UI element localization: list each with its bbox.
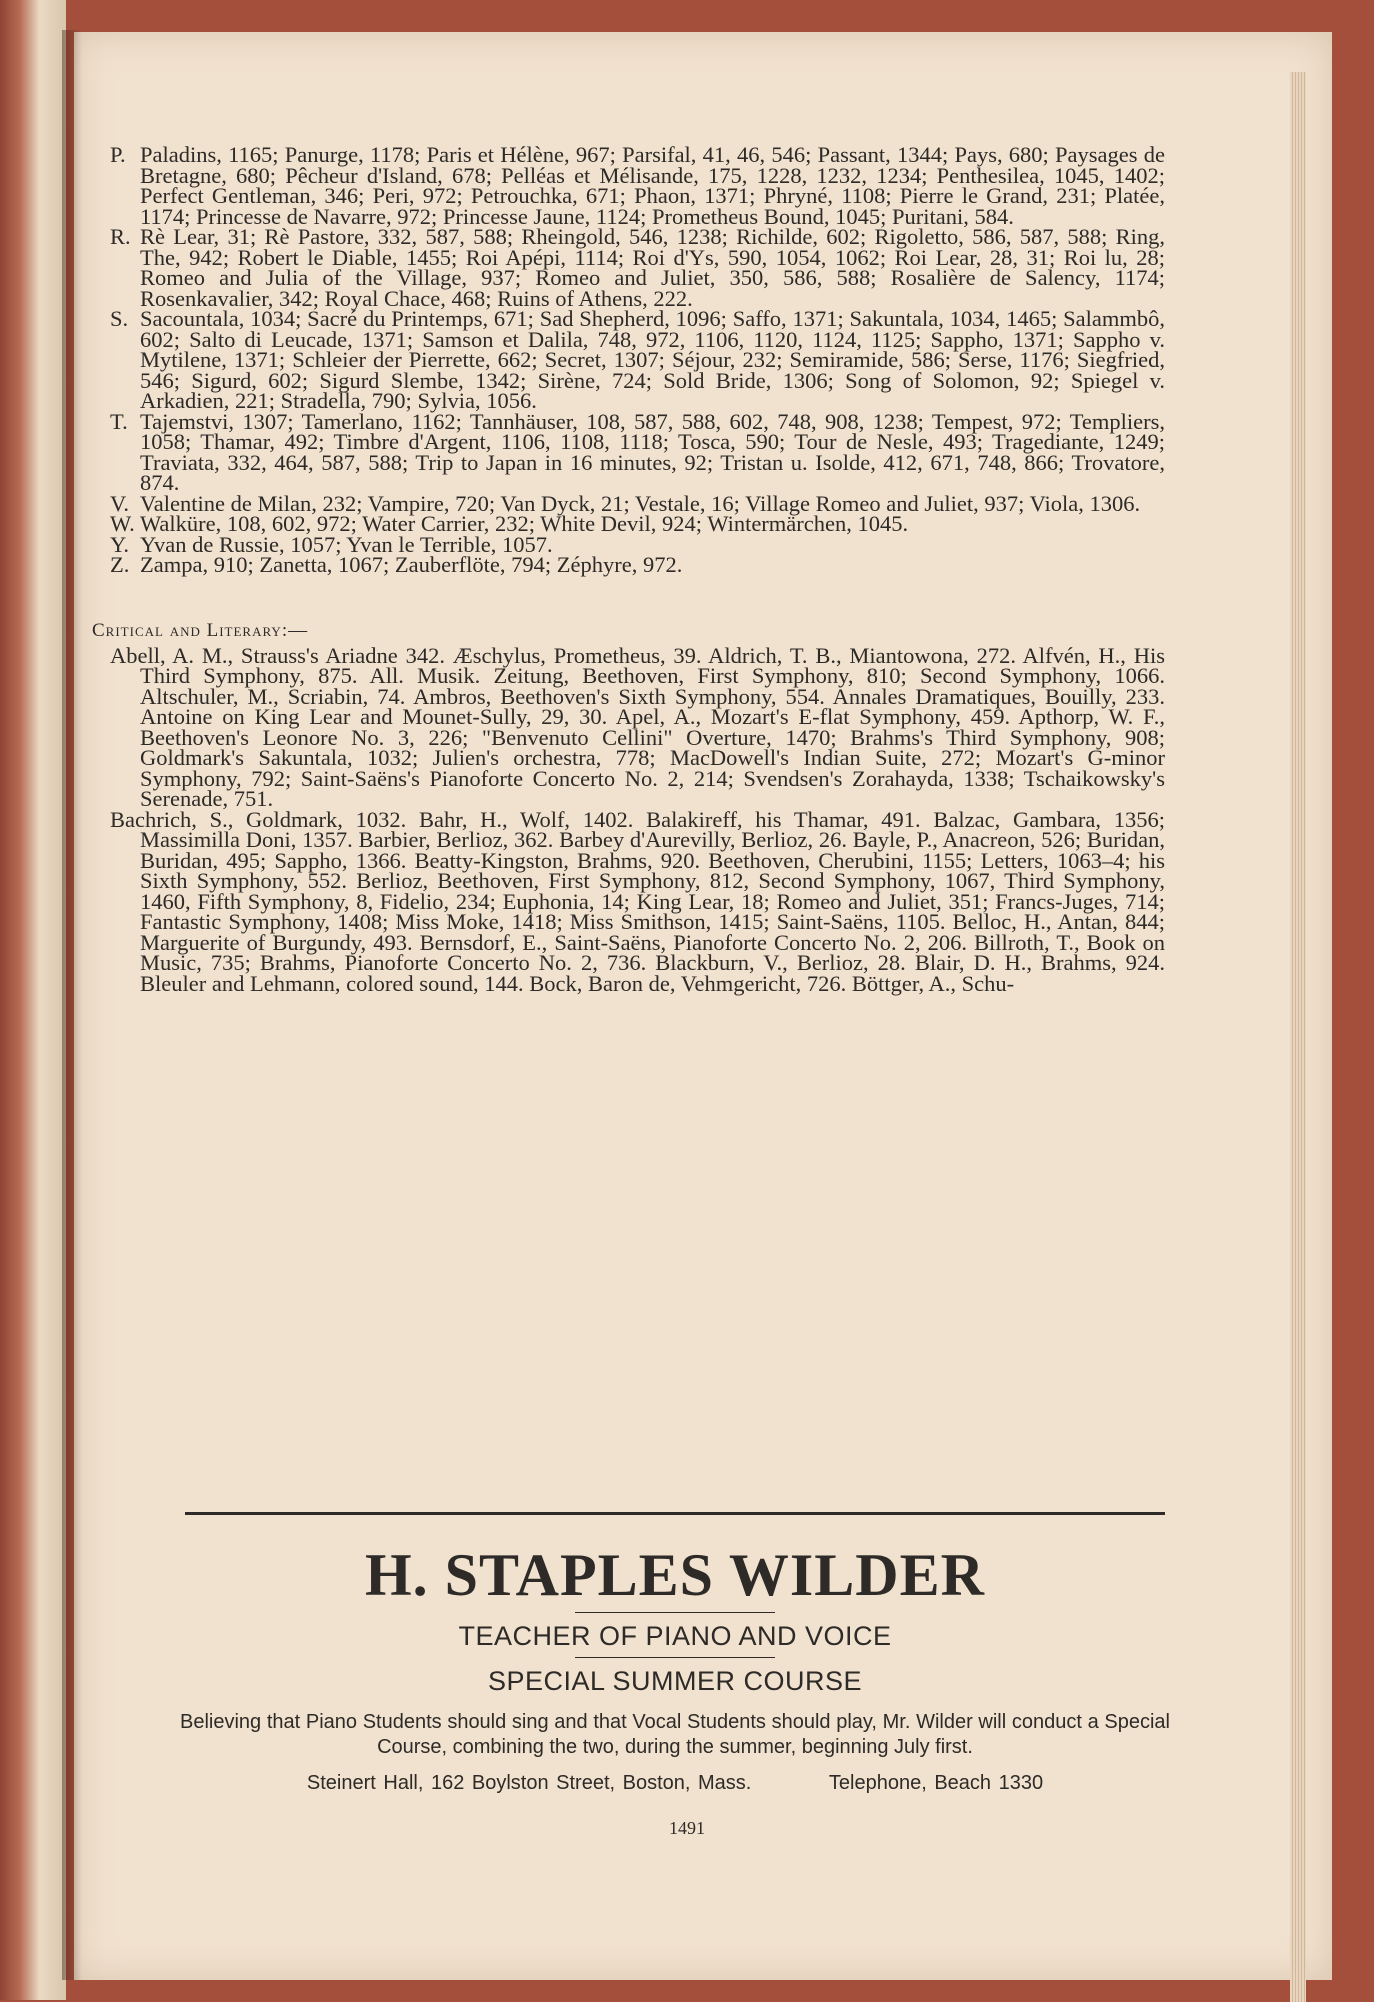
critical-entry-a: Abell, A. M., Strauss's Ariadne 342. Æschylus, Prometheus, 39. Aldrich, T. B., Miantowona, 272. Alfvén, H., His Third Symphony, 875. All. Musik. Zeitung, Beethoven, First Symphony, 810; Second Symphony, 1066. Altschuler, M., Scriabin, 74. Ambros, Beethoven's Sixth Symphony, 554. Annales Dramatiques, Bouilly, 233. Antoine on King Lear and Mounet-Sully, 29, 30. Apel, A., Mozart's E-flat Symphony, 459. Apthorp, W. F., Beethoven's Leonore No. 3, 226; "Benvenuto Cellini" Overture, 1470; Brahms's Third Symphony, 908; Goldmark's Sakuntala, 1032; Julien's orchestra, 778; MacDowell's Indian Suite, 272; Mozart's G-minor Symphony, 792; Saint-Saëns's Pianoforte Concerto No. 2, 214; Svendsen's Zorahayda, 1338; Tschaikowsky's Serenade, 751. [110,642,1165,811]
index-letter: V. [110,490,129,516]
ad-body-text: Believing that Piano Students should sing and that Vocal Students should play, Mr. Wilder will conduct a Special Course, combining the two, during the summer, beginning July first. [180,1711,1170,1758]
ad-teacher-line: TEACHER OF PIANO AND VOICE [458,1621,892,1651]
critical-entry-b: Bachrich, S., Goldmark, 1032. Bahr, H., Wolf, 1402. Balakireff, his Thamar, 491. Balzac, Gambara, 1356; Massimilla Doni, 1357. Barbier, Berlioz, 362. Barbey d'Aurevilly, Berlioz, 26. Bayle, P., Anacreon, 526; Buridan, Buridan, 495; Sappho, 1366. Beatty-Kingston, Brahms, 920. Beethoven, Cherubini, 1155; Letters, 1063–4; his Sixth Symphony, 552. Berlioz, Beethoven, First Symphony, 812, Second Symphony, 1067, Third Symphony, 1460, Fifth Symphony, 8, Fidelio, 234; Euphonia, 14; King Lear, 18; Romeo and Juliet, 351; Francs-Juges, 714; Fantastic Symphony, 1408; Miss Moke, 1418; Miss Smithson, 1415; Saint-Saëns, 1105. Belloc, H., Antan, 844; Marguerite of Burgundy, 493. Bernsdorf, E., Saint-Saëns, Pianoforte Concerto No. 2, 206. Billroth, T., Book on Music, 735; Brahms, Pianoforte Concerto No. 2, 736. Blackburn, V., Berlioz, 28. Blair, D. H., Brahms, 924. Bleuler and Lehmann, colored sound, 144. Bock, Baron de, Vehmgericht, 726. Böttger, A., Schu- [110,806,1165,996]
page-stack-edge [1290,72,1306,2002]
index-entry-p [110,142,1165,229]
advertisement [180,1540,1170,1795]
index-entry-text: Rè Lear, 31; Rè Pastore, 332, 587, 588; Rheingold, 546, 1238; Richilde, 602; Rigoletto, 586, 587, 588; Ring, The, 942; Robert le Diable, 1455; Roi Apépi, 1114; Roi d'Ys, 590, 1054, 1062; Roi Lear, 28, 31; Roi lu, 28; Romeo and Julia of the Village, 937; Romeo and Juliet, 350, 586, 588; Rosalière de Salency, 1174; Rosenkavalier, 342; Royal Chace, 468; Ruins of Athens, 222. [140,224,1165,311]
ad-course-line: SPECIAL SUMMER COURSE [487,1666,863,1696]
index-content [92,142,1165,996]
index-entry-r [110,224,1165,311]
index-entry-z [110,552,1165,577]
index-letter: R. [110,224,131,249]
index-entry-text: Zampa, 910; Zanetta, 1067; Zauberflöte, 794; Zéphyre, 972. [140,552,683,577]
advertisement-divider [185,1512,1165,1515]
ad-telephone: Telephone, Beach 1330 [828,1772,1044,1794]
spine-shadow [62,30,82,1980]
page-number: 1491 [669,1818,705,1838]
index-letter: T. [110,408,128,434]
index-letter: Y. [110,531,129,557]
ad-rule [575,1612,775,1613]
index-entry-text: Tajemstvi, 1307; Tamerlano, 1162; Tannhäuser, 108, 587, 588, 602, 748, 908, 1238; Tempest, 972; Templiers, 1058; Thamar, 492; Timbre d'Argent, 1106, 1108, 1118; Tosca, 590; Tour de Nesle, 493; Tragediante, 1249; Traviata, 332, 464, 587, 588; Trip to Japan in 16 minutes, 92; Tristan u. Isolde, 412, 671, 748, 866; Trovatore, 874. [140,408,1165,495]
index-entry-text: Walküre, 108, 602, 972; Water Carrier, 232; White Devil, 924; Wintermärchen, 1045. [140,511,909,536]
critical-literary-heading: Critical and Literary:— [92,619,309,641]
index-letter: S. [110,306,129,331]
ad-address: Steinert Hall, 162 Boylston Street, Boston, Mass. [306,1772,752,1794]
index-letter: P. [110,142,126,167]
index-entry-t [110,408,1165,495]
index-entry-text: Yvan de Russie, 1057; Yvan le Terrible, 1057. [140,531,553,557]
index-entry-text: Paladins, 1165; Panurge, 1178; Paris et Hélène, 967; Parsifal, 41, 46, 546; Passant, 1344; Pays, 680; Paysages de Bretagne, 680; Pêcheur d'Island, 678; Pelléas et Mélisande, 175, 1228, 1232, 1234; Penthesilea, 1045, 1402; Perfect Gentleman, 346; Peri, 972; Petrouchka, 671; Phaon, 1371; Phryné, 1108; Pierre le Grand, 231; Platée, 1174; Princesse de Navarre, 972; Princesse Jaune, 1124; Prometheus Bound, 1045; Puritani, 584. [140,142,1165,229]
advertiser-name: H. STAPLES WILDER [365,1542,985,1608]
facing-page-edge [0,0,66,2000]
index-entry-s [110,306,1165,413]
index-letter: Z. [110,552,130,577]
ad-contact [180,1772,1170,1795]
index-letter: W. [110,511,135,536]
ad-rule [575,1657,775,1658]
index-entry-text: Valentine de Milan, 232; Vampire, 720; Van Dyck, 21; Vestale, 16; Village Romeo and Juliet, 937; Viola, 1306. [140,490,1141,516]
index-entry-text: Sacountala, 1034; Sacré du Printemps, 671; Sad Shepherd, 1096; Saffo, 1371; Sakuntala, 1034, 1465; Salammbô, 602; Salto di Leucade, 1371; Samson et Dalila, 748, 972, 1106, 1120, 1124, 1125; Sappho, 1371; Sappho v. Mytilene, 1371; Schleier der Pierrette, 662; Secret, 1307; Séjour, 232; Semiramide, 586; Serse, 1176; Siegfried, 546; Sigurd, 602; Sigurd Slembe, 1342; Sirène, 724; Sold Bride, 1306; Song of Solomon, 92; Spiegel v. Arkadien, 221; Stradella, 790; Sylvia, 1056. [140,306,1165,413]
